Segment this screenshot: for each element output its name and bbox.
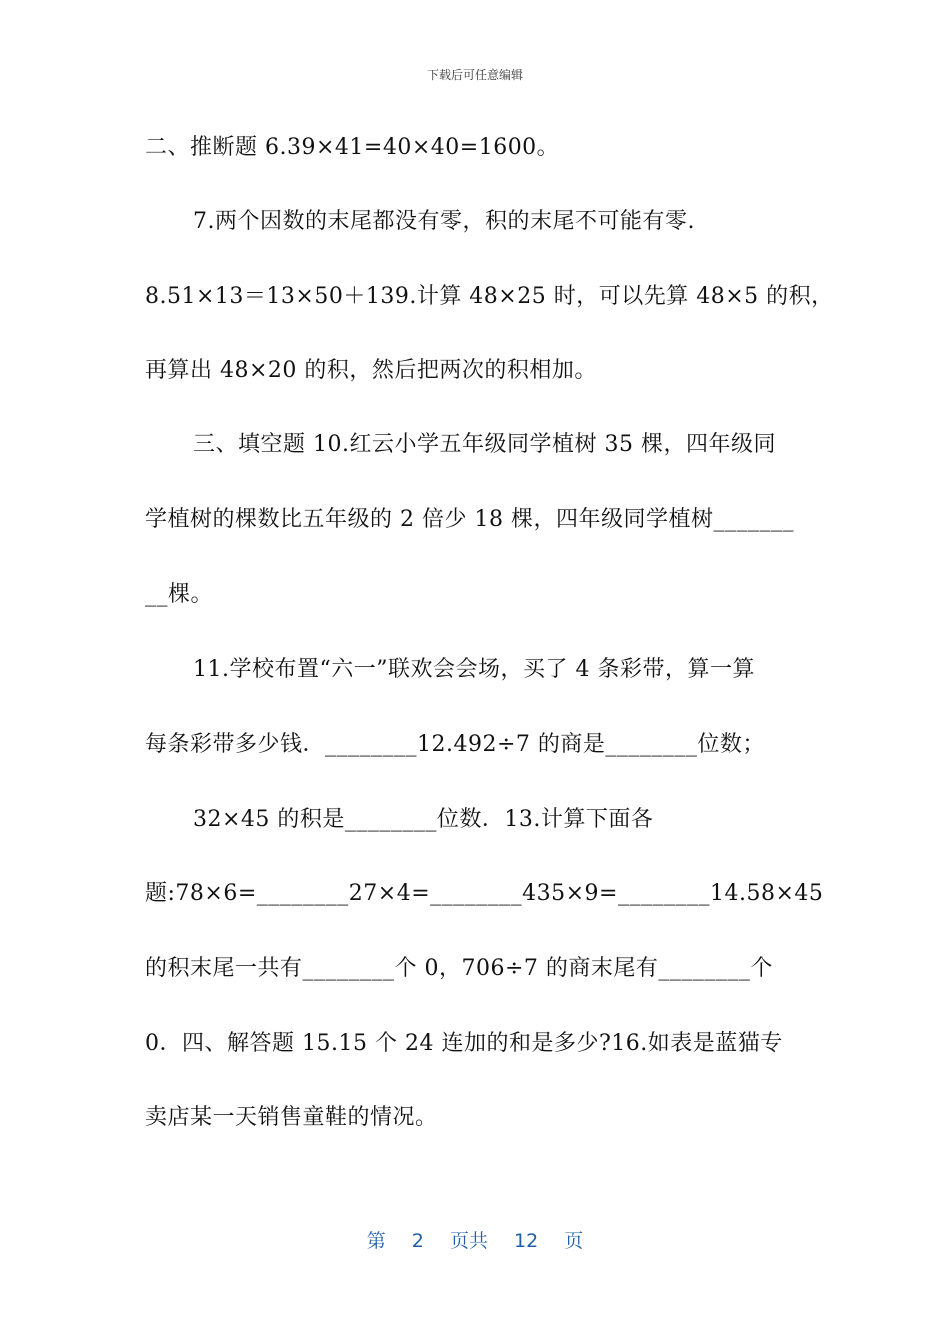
text-line-3: 8.51×13＝13×50＋139.计算 48×25 时，可以先算 48×5 的积， [145, 284, 834, 309]
footer-suffix: 页 [564, 1230, 584, 1252]
text-line-9: 每条彩带多少钱．________12.492÷7 的商是________位数； [145, 732, 765, 757]
text-line-10: 32×45 的积是________位数．13.计算下面各 [193, 807, 654, 832]
footer-page-number: 2 [411, 1230, 424, 1252]
page-header: 下载后可任意编辑 [426, 68, 523, 82]
text-line-14: 卖店某一天销售童鞋的情况。 [145, 1105, 438, 1130]
footer-middle: 页共 [449, 1230, 488, 1252]
text-line-11: 题:78×6=________27×4=________435×9=________14.58×45 [145, 881, 824, 906]
text-line-5: 三、填空题 10.红云小学五年级同学植树 35 棵，四年级同 [193, 432, 776, 457]
text-line-13: 0．四、解答题 15.15 个 24 连加的和是多少?16.如表是蓝猫专 [145, 1031, 783, 1056]
text-line-8: 11.学校布置“六一”联欢会会场，买了 4 条彩带，算一算 [193, 657, 755, 682]
text-line-7: __棵。 [145, 582, 214, 607]
text-line-6: 学植树的棵数比五年级的 2 倍少 18 棵，四年级同学植树_______ [145, 507, 794, 532]
text-line-1: 二、推断题 6.39×41=40×40=1600。 [145, 135, 560, 160]
text-line-2: 7.两个因数的末尾都没有零，积的末尾不可能有零. [193, 209, 695, 234]
footer-total-pages: 12 [514, 1230, 539, 1252]
footer-prefix: 第 [366, 1230, 386, 1252]
text-line-12: 的积末尾一共有________个 0，706÷7 的商末尾有________个 [145, 956, 773, 981]
text-line-4: 再算出 48×20 的积，然后把两次的积相加。 [145, 358, 597, 383]
page-footer [0, 1226, 950, 1253]
